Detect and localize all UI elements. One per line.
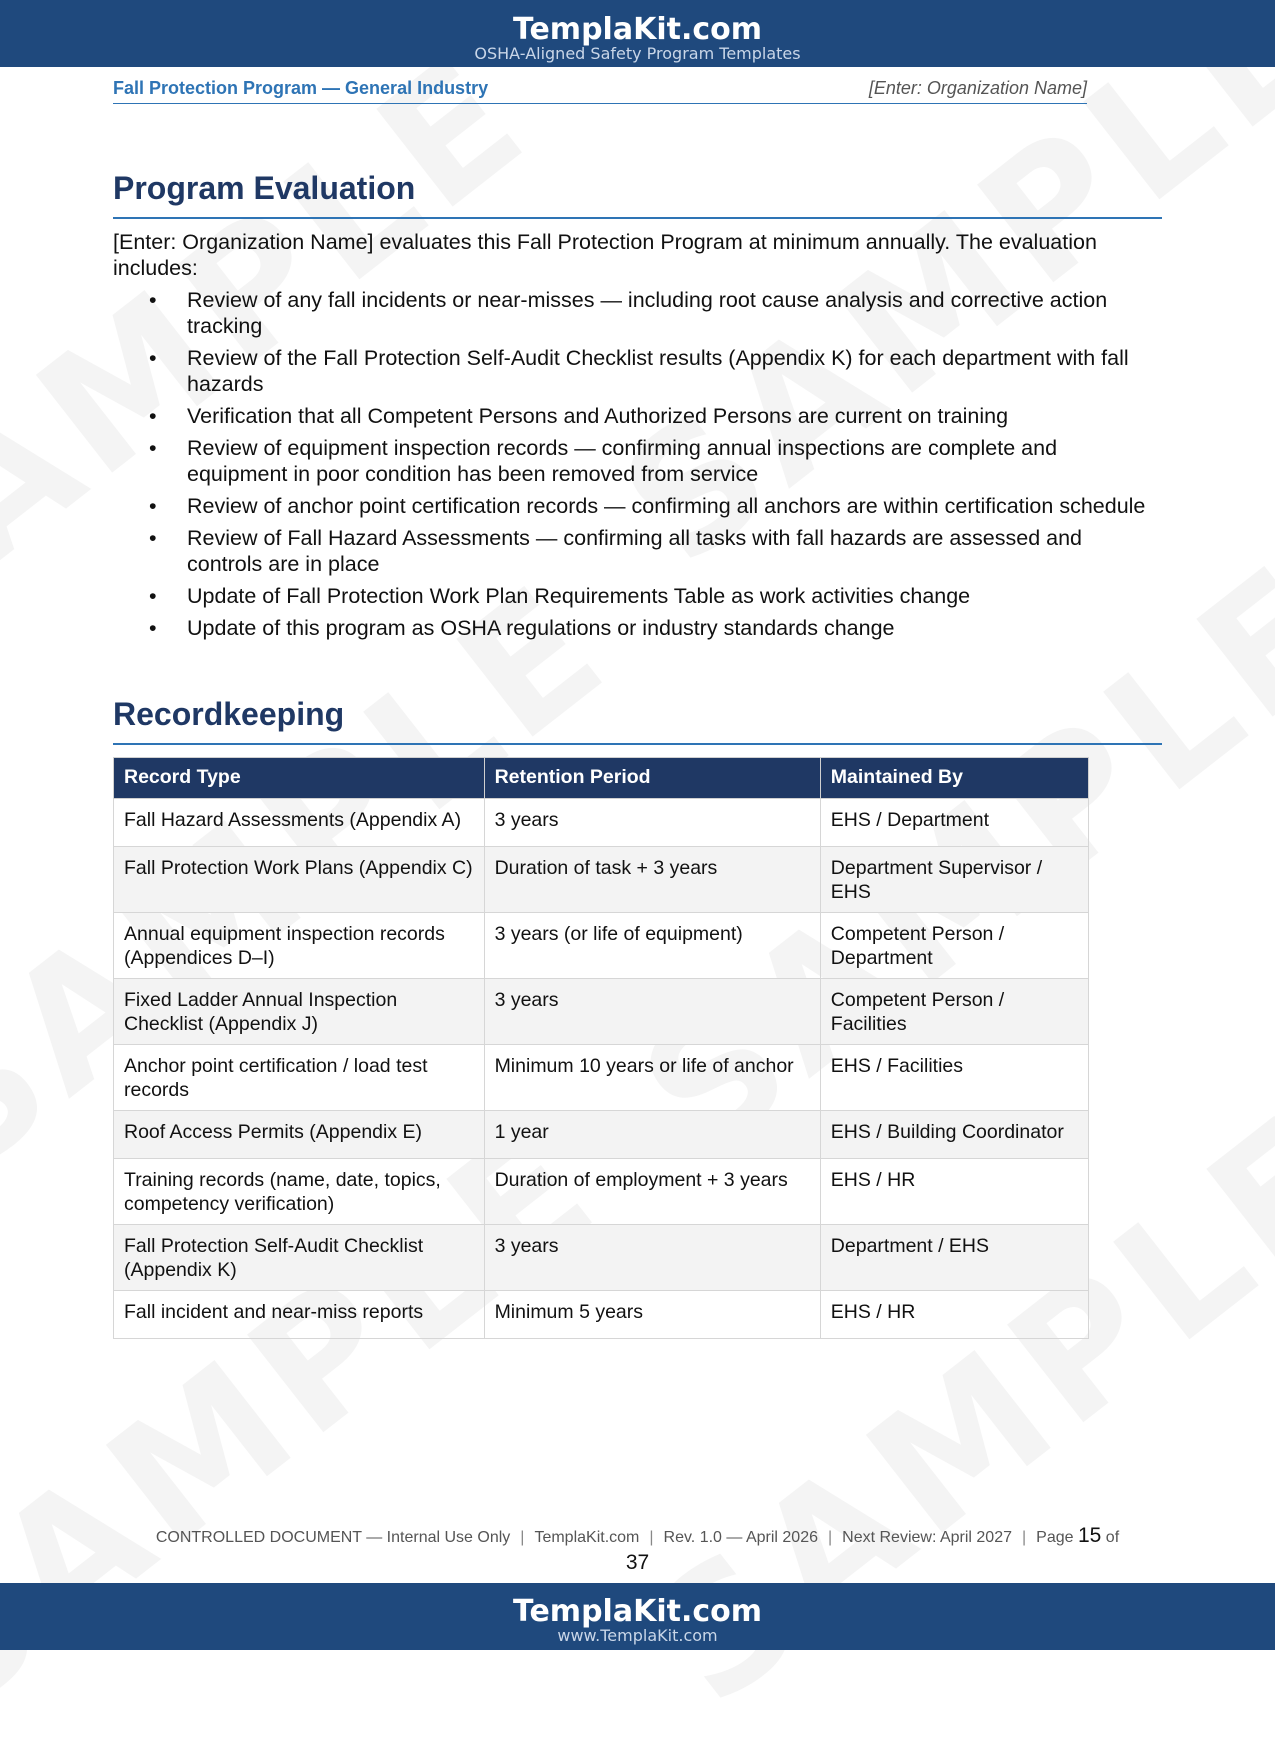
- footer-controlled-notice: CONTROLLED DOCUMENT — Internal Use Only: [155, 1529, 511, 1546]
- list-item: [149, 583, 1162, 609]
- organization-placeholder: [Enter: Organization Name]: [868, 78, 1087, 98]
- column-header-retention-period: Retention Period: [484, 758, 820, 799]
- table-row: [114, 1291, 1089, 1339]
- brand-tagline: OSHA-Aligned Safety Program Templates: [474, 44, 801, 63]
- footer-separator: |: [649, 1529, 654, 1546]
- footer-separator: |: [1022, 1529, 1027, 1546]
- bullet-icon: •: [149, 494, 157, 518]
- footer-revision: Rev. 1.0 — April 2026: [663, 1529, 818, 1546]
- bottom-banner: [0, 1583, 1275, 1650]
- cell-retention-period: 3 years: [484, 979, 820, 1045]
- cell-maintained-by: EHS / Building Coordinator: [820, 1111, 1088, 1159]
- table-header-row: [114, 758, 1089, 799]
- evaluation-list: [113, 287, 1162, 641]
- footer-separator: |: [827, 1529, 833, 1546]
- bullet-icon: •: [149, 436, 157, 460]
- list-item-text: Review of any fall incidents or near-misses — including root cause analysis and corrective action tracking: [187, 288, 1108, 338]
- table-row: [114, 979, 1089, 1045]
- footer-page-of: of: [1105, 1529, 1120, 1546]
- table-row: [114, 913, 1089, 979]
- cell-record-type: Roof Access Permits (Appendix E): [114, 1111, 485, 1159]
- recordkeeping-section: [113, 696, 1162, 1339]
- cell-retention-period: 3 years: [484, 799, 820, 847]
- cell-record-type: Fixed Ladder Annual Inspection Checklist (Appendix J): [114, 979, 485, 1045]
- document-title: Fall Protection Program — General Industry: [113, 78, 489, 98]
- column-header-record-type: Record Type: [114, 758, 485, 799]
- running-header: [113, 78, 1087, 104]
- list-item-text: Verification that all Competent Persons and Authorized Persons are current on training: [187, 404, 1009, 428]
- table-row: [114, 799, 1089, 847]
- cell-retention-period: Minimum 5 years: [484, 1291, 820, 1339]
- page-footer: [0, 1524, 1275, 1548]
- brand-title: TemplaKit.com: [512, 12, 762, 47]
- cell-retention-period: Duration of task + 3 years: [484, 847, 820, 913]
- list-item-text: Review of the Fall Protection Self-Audit Checklist results (Appendix K) for each department with fall hazards: [187, 346, 1129, 396]
- cell-retention-period: Minimum 10 years or life of anchor: [484, 1045, 820, 1111]
- list-item: [149, 525, 1162, 577]
- cell-record-type: Fall Protection Self-Audit Checklist (Appendix K): [114, 1225, 485, 1291]
- bottom-brand-url: www.TemplaKit.com: [557, 1626, 718, 1645]
- table-row: [114, 1111, 1089, 1159]
- list-item-text: Update of this program as OSHA regulations or industry standards change: [187, 616, 895, 640]
- cell-maintained-by: Department / EHS: [820, 1225, 1088, 1291]
- cell-maintained-by: Competent Person / Department: [820, 913, 1088, 979]
- table-row: [114, 1159, 1089, 1225]
- list-item-text: Review of anchor point certification records — confirming all anchors are within certification schedule: [187, 494, 1146, 518]
- top-banner: [0, 0, 1275, 67]
- cell-retention-period: Duration of employment + 3 years: [484, 1159, 820, 1225]
- cell-record-type: Anchor point certification / load test records: [114, 1045, 485, 1111]
- list-item: [149, 287, 1162, 339]
- cell-maintained-by: Competent Person / Facilities: [820, 979, 1088, 1045]
- cell-record-type: Fall Hazard Assessments (Appendix A): [114, 799, 485, 847]
- footer-page-number: 15: [1077, 1524, 1102, 1547]
- bullet-icon: •: [149, 616, 157, 640]
- footer-site: TemplaKit.com: [534, 1529, 640, 1546]
- list-item: [149, 345, 1162, 397]
- footer-next-review: Next Review: April 2027: [842, 1529, 1012, 1546]
- column-header-maintained-by: Maintained By: [820, 758, 1088, 799]
- evaluation-intro: [Enter: Organization Name] evaluates this Fall Protection Program at minimum annually. The evaluation includes:: [113, 230, 1097, 280]
- bullet-icon: •: [149, 404, 157, 428]
- cell-retention-period: 3 years (or life of equipment): [484, 913, 820, 979]
- cell-retention-period: 3 years: [484, 1225, 820, 1291]
- cell-record-type: Training records (name, date, topics, competency verification): [114, 1159, 485, 1225]
- page-content: [113, 170, 1162, 1339]
- recordkeeping-table: [113, 757, 1089, 1339]
- list-item-text: Review of Fall Hazard Assessments — confirming all tasks with fall hazards are assessed and controls are in place: [187, 526, 1083, 576]
- list-item: [149, 615, 1162, 641]
- cell-record-type: Fall incident and near-miss reports: [114, 1291, 485, 1339]
- cell-maintained-by: EHS / Facilities: [820, 1045, 1088, 1111]
- table-row: [114, 1045, 1089, 1111]
- list-item: [149, 435, 1162, 487]
- bullet-icon: •: [149, 288, 157, 312]
- footer-page-total: 37: [625, 1551, 650, 1574]
- footer-separator: |: [520, 1529, 525, 1546]
- table-row: [114, 1225, 1089, 1291]
- bullet-icon: •: [149, 584, 157, 608]
- table-body: [114, 799, 1089, 1339]
- list-item-text: Review of equipment inspection records — confirming annual inspections are complete and equipment in poor condition has been removed from service: [187, 436, 1058, 486]
- bullet-icon: •: [149, 526, 157, 550]
- list-item: [149, 493, 1162, 519]
- list-item-text: Update of Fall Protection Work Plan Requirements Table as work activities change: [187, 584, 971, 608]
- section-heading-recordkeeping: Recordkeeping: [113, 696, 1162, 745]
- cell-maintained-by: EHS / HR: [820, 1159, 1088, 1225]
- section-heading-program-evaluation: Program Evaluation: [113, 170, 1162, 219]
- footer-page-label: Page: [1036, 1529, 1074, 1546]
- cell-maintained-by: Department Supervisor / EHS: [820, 847, 1088, 913]
- list-item: [149, 403, 1162, 429]
- table-row: [114, 847, 1089, 913]
- cell-maintained-by: EHS / HR: [820, 1291, 1088, 1339]
- bottom-brand-title: TemplaKit.com: [512, 1594, 762, 1629]
- bullet-icon: •: [149, 346, 157, 370]
- cell-maintained-by: EHS / Department: [820, 799, 1088, 847]
- cell-record-type: Fall Protection Work Plans (Appendix C): [114, 847, 485, 913]
- cell-retention-period: 1 year: [484, 1111, 820, 1159]
- cell-record-type: Annual equipment inspection records (Appendices D–I): [114, 913, 485, 979]
